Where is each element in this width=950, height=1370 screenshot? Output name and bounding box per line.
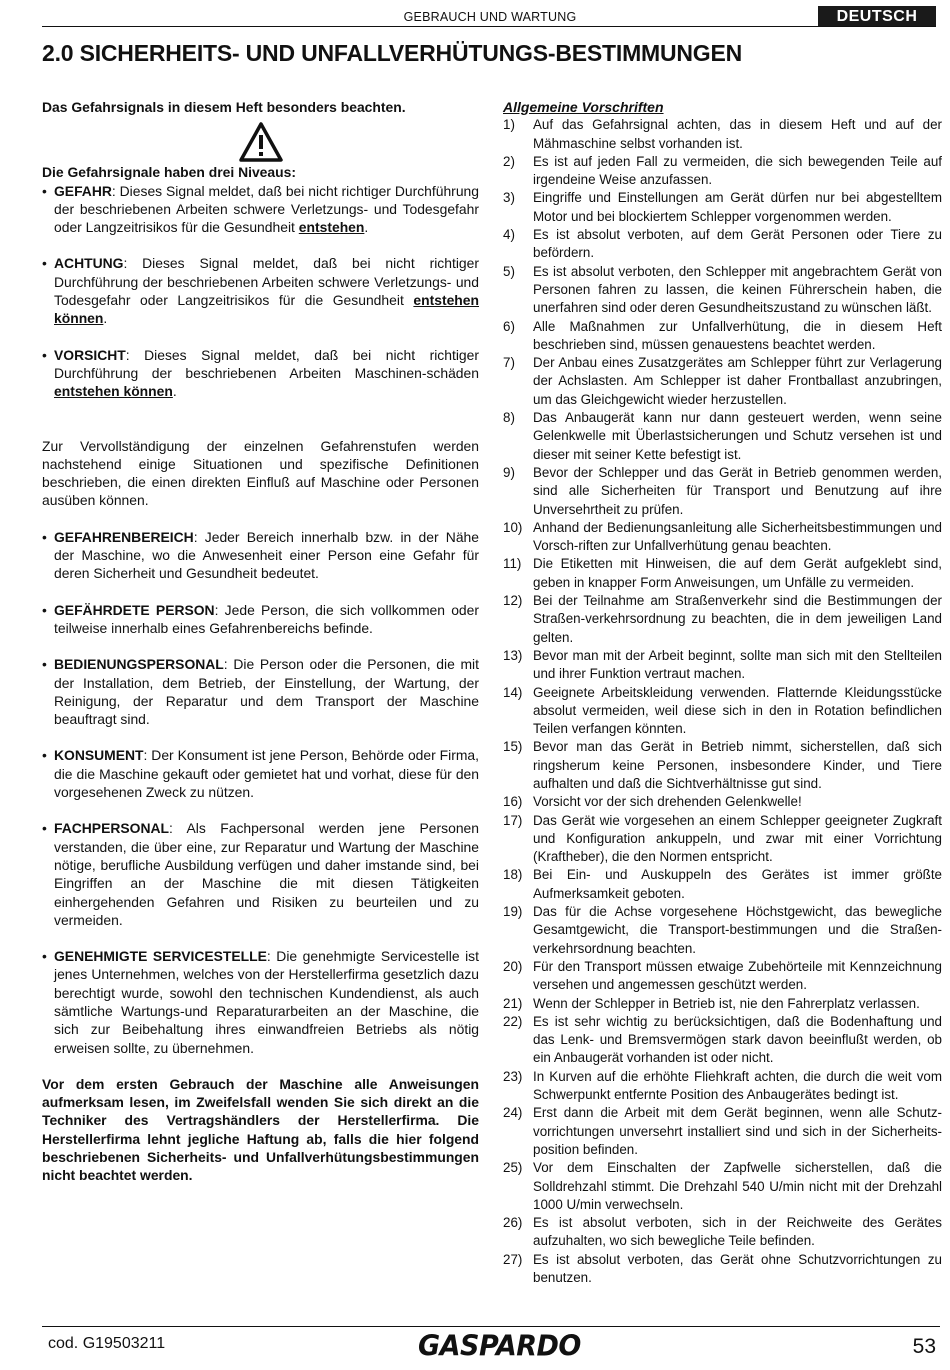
- rule-number: 1): [503, 117, 515, 133]
- completion-text: Zur Vervollständigung der einzelnen Gefahrenstufen werden nachstehend einige Situationen und spezifische Definitionen beschrieben, die einen direkten Einfluß auf Maschine oder Personen ausüben können.: [42, 437, 479, 509]
- level-term: GEFAHR: [54, 182, 112, 199]
- footer-divider: [42, 1326, 940, 1327]
- rule-item: [503, 866, 942, 903]
- definition-term: GENEHMIGTE SERVICESTELLE: [54, 948, 267, 965]
- rule-item: [503, 995, 942, 1013]
- rule-item: [503, 1068, 942, 1105]
- rule-text: Bevor man das Gerät in Betrieb nimmt, sicherstellen, daß sich ringsherum keine Personen, insbesondere Kinder, und Tiere aufhalten und daß die Sichtverhältnisse gut sind.: [533, 739, 942, 791]
- definition-item: [42, 947, 479, 1057]
- rule-item: [503, 1104, 942, 1159]
- rule-item: [503, 1214, 942, 1251]
- definition-term: FACHPERSONAL: [54, 820, 169, 837]
- rule-item: [503, 647, 942, 684]
- definition-item: [42, 601, 479, 638]
- definition-text: : Der Konsument ist jene Person, Behörde oder Firma, die die Maschine gekauft oder gemietet hat und vorhat, diese für den vorgesehenen Zweck zu nützen.: [54, 747, 479, 801]
- rule-number: 2): [503, 153, 515, 169]
- rule-number: 21): [503, 995, 523, 1011]
- language-badge: DEUTSCH: [818, 6, 936, 27]
- rule-item: [503, 519, 942, 556]
- rule-item: [503, 738, 942, 793]
- definition-term: BEDIENUNGSPERSONAL: [54, 656, 224, 673]
- level-text: : Dieses Signal meldet, daß bei nicht richtiger Durchführung der beschriebenen Arbeiten schwere Verletzungs- und Todesgefahr oder Langzeitrisikos für die Gesundheit: [54, 182, 479, 236]
- rule-number: 25): [503, 1160, 523, 1176]
- warning-triangle-icon: [239, 122, 283, 162]
- level-text: : Dieses Signal meldet, daß bei nicht richtiger Durchführung der beschriebenen Arbeiten schwere Verletzungs- und Todesgefahr oder Langzeitrisikos für die Gesundheit: [54, 255, 479, 309]
- document-code: cod. G19503211: [48, 1335, 166, 1352]
- definition-item: [42, 746, 479, 801]
- bullet-dot: •: [42, 747, 47, 764]
- rule-text: Vorsicht vor der sich drehenden Gelenkwelle!: [533, 794, 802, 810]
- rule-text: Anhand der Bedienungsanleitung alle Sicherheitsbestimmungen und Vorsch-riften zur Unfallverhütung genau beachten.: [533, 519, 942, 554]
- bullet-dot: •: [42, 528, 47, 545]
- level-term: ACHTUNG: [54, 255, 124, 272]
- bullet-dot: •: [42, 346, 47, 363]
- rule-item: [503, 1251, 942, 1288]
- rule-item: [503, 226, 942, 263]
- rule-text: Es ist absolut verboten, den Schlepper mit angebrachtem Gerät von Personen fahren zu lassen, die keinen Führerschein haben, die unerfahren sind oder deren Gesundheitszustand zu wünschen läßt.: [533, 263, 942, 316]
- definition-text: : Die Person oder die Personen, die mit der Installation, dem Betrieb, der Einstellung, der Wartung, der Reinigung, der Reparatur und dem Transport der Maschine beauftragt sind.: [54, 656, 479, 728]
- intro-text: Das Gefahrsignals in diesem Heft besonders beachten.: [42, 99, 406, 115]
- header-section-title: GEBRAUCH UND WARTUNG: [403, 10, 577, 24]
- rule-item: [503, 189, 942, 226]
- rule-item: [503, 592, 942, 647]
- definition-item: [42, 655, 479, 728]
- rule-number: 4): [503, 227, 515, 243]
- rule-number: 23): [503, 1068, 523, 1084]
- rule-number: 12): [503, 593, 523, 609]
- level-emphasis: entstehen können: [54, 383, 173, 400]
- rule-number: 11): [503, 556, 522, 572]
- rule-item: [503, 116, 942, 153]
- rule-item: [503, 958, 942, 995]
- rule-number: 22): [503, 1013, 523, 1029]
- rule-text: Erst dann die Arbeit mit dem Gerät beginnen, wenn alle Schutz-vorrichtungen unversehrt installiert sind und sich in der Sicherheits-position befinden.: [533, 1105, 942, 1157]
- rule-text: Es ist absolut verboten, auf dem Gerät Personen oder Tiere zu befördern.: [533, 227, 942, 261]
- rule-number: 5): [503, 263, 515, 279]
- definition-text: : Jeder Bereich innerhalb bzw. in der Nähe der Maschine, wo die Anwesenheit einer Person eine Gefahr für deren Sicherheit und Gesundheit bedeutet.: [54, 528, 479, 582]
- page-number: 53: [912, 1335, 936, 1358]
- rule-text: Für den Transport müssen etwaige Zubehörteile mit Kennzeichnung versehen und angemessen geschützt werden.: [533, 958, 942, 993]
- rule-item: [503, 318, 942, 355]
- rule-number: 8): [503, 410, 515, 426]
- level-gefahr: • GEFAHR: Dieses Signal meldet, daß bei nicht richtiger Durchführung der beschriebenen Arbeiten schwere Verletzungs- und Todesgefahr oder Langzeitrisikos für die Gesundheit entstehen.: [42, 182, 479, 236]
- rule-item: [503, 812, 942, 867]
- rule-text: Eingriffe und Einstellungen am Gerät dürfen nur bei abgestelltem Motor und bei blockiertem Schlepper vorgenommen werden.: [533, 190, 942, 224]
- rule-number: 27): [503, 1251, 523, 1267]
- rule-number: 26): [503, 1215, 523, 1231]
- rule-text: Alle Maßnahmen zur Unfallverhütung, die in diesem Heft beschrieben sind, müssen genauestens beachtet werden.: [533, 318, 942, 352]
- header-divider: [42, 26, 936, 27]
- rule-number: 3): [503, 190, 515, 206]
- definition-item: [42, 819, 479, 929]
- rule-text: Geeignete Arbeitskleidung verwenden. Flatternde Kleidungsstücke absolut vermeiden, weil diese sich in den in Rotation befindlichen Teilen verfangen könnten.: [533, 684, 942, 737]
- right-column: [503, 98, 942, 1287]
- rule-text: Die Etiketten mit Hinweisen, die auf dem Gerät aufgeklebt sind, geben in knapper Form Anweisungen, um Unfälle zu vermeiden.: [533, 556, 942, 590]
- definition-text: : Als Fachpersonal werden jene Personen verstanden, die über eine, zur Reparatur und Wartung der Maschine nötige, berufliche Ausbildung verfügen und daher imstande sind, bei Eingriffen an der Maschine die mit diesen Tätigkeiten einhergehenden Gefahren und Risiken zu beurteilen und zu vermeiden.: [54, 820, 479, 928]
- rule-text: Bei der Teilnahme am Straßenverkehr sind die Bestimmungen der Straßen-verkehrsordnung zu beachten, die in dem jeweiligen Land gelten.: [533, 593, 942, 645]
- closing-text: Vor dem ersten Gebrauch der Maschine alle Anweisungen aufmerksam lesen, im Zweifelsfall wenden Sie sich direkt an die Techniker des Vertragshändlers der Herstellerfirma. Die Herstellerfirma lehnt jegliche Haftung ab, falls die hier folgend beschriebenen Sicherheits- und Unfallverhütungsbestimmungen nicht beachtet werden.: [42, 1075, 479, 1184]
- rule-text: Wenn der Schlepper in Betrieb ist, nie den Fahrerplatz verlassen.: [533, 995, 920, 1011]
- rule-number: 20): [503, 958, 523, 974]
- level-emphasis: entstehen: [298, 219, 365, 236]
- rule-number: 9): [503, 464, 515, 480]
- rule-text: Bei Ein- und Auskuppeln des Gerätes ist immer größte Aufmerksamkeit geboten.: [533, 867, 942, 901]
- rule-item: [503, 409, 942, 464]
- level-achtung: • ACHTUNG: Dieses Signal meldet, daß bei nicht richtiger Durchführung der beschriebenen Arbeiten schwere Verletzungs- und Todesgefahr oder Langzeitrisikos für die Gesundheit entstehen können.: [42, 255, 479, 327]
- rule-number: 16): [503, 794, 523, 810]
- bullet-dot: •: [42, 820, 47, 837]
- definition-term: GEFAHRENBEREICH: [54, 528, 194, 545]
- rule-number: 17): [503, 812, 523, 828]
- bullet-dot: •: [42, 656, 47, 673]
- rule-number: 6): [503, 318, 515, 334]
- rule-item: [503, 1013, 942, 1068]
- rule-text: Der Anbau eines Zusatzgerätes am Schlepper führt zur Verlagerung der Achslasten. Am Schlepper ist daher Frontballast anzubringen, um das Gleichgewicht wieder herzustellen.: [533, 355, 942, 407]
- definition-term: GEFÄHRDETE PERSON: [54, 601, 215, 618]
- rule-text: Vor dem Einschalten der Zapfwelle sicherstellen, daß die Solldrehzahl stimmt. Die Drehzahl 540 U/min nicht mit der Drehzahl 1000 U/min verwechseln.: [533, 1160, 942, 1212]
- definition-text: : Jede Person, die sich vollkommen oder teilweise innerhalb eines Gefahrenbereichs befinde.: [54, 601, 479, 636]
- rule-text: Auf das Gefahrsignal achten, das in diesem Heft und auf der Mähmaschine selbst vorhanden ist.: [533, 117, 942, 151]
- definition-term: KONSUMENT: [54, 747, 144, 764]
- rule-item: [503, 684, 942, 739]
- rule-text: Das Gerät wie vorgesehen an einem Schlepper geeigneter Zugkraft und Konfiguration ankuppeln, und zwar mit einer Vorrichtung (Kraftheber), die den Normen entspricht.: [533, 812, 942, 865]
- rule-number: 10): [503, 519, 523, 535]
- rule-item: [503, 555, 942, 592]
- rule-number: 7): [503, 355, 515, 371]
- definition-item: [42, 528, 479, 583]
- rule-text: Bevor man mit der Arbeit beginnt, sollte man sich mit den Stellteilen und ihrer Funktion vertraut machen.: [533, 647, 942, 682]
- bullet-dot: •: [42, 601, 47, 618]
- rule-text: Das Anbaugerät kann nur dann gesteuert werden, wenn seine Gelenkwelle mit Überlastsicherungen und Schutz versehen ist und dieser mit seiner Kette befestigt ist.: [533, 410, 942, 462]
- level-term: VORSICHT: [54, 346, 126, 363]
- rule-number: 24): [503, 1105, 523, 1121]
- rule-number: 14): [503, 684, 523, 700]
- rule-text: Das für die Achse vorgesehene Höchstgewicht, das bewegliche Gesamtgewicht, die Transport-bestimmungen und die Straßen-verkehrsordnung beachten.: [533, 904, 942, 956]
- gaspardo-logo: GASPARDO: [418, 1330, 581, 1363]
- page-title: 2.0 SICHERHEITS- UND UNFALLVERHÜTUNGS-BESTIMMUNGEN: [42, 40, 743, 66]
- level-emphasis: entstehen können: [54, 292, 479, 327]
- rule-item: [503, 464, 942, 519]
- rule-item: [503, 903, 942, 958]
- rule-item: [503, 263, 942, 318]
- rule-text: Es ist absolut verboten, sich in der Reichweite des Gerätes aufzuhalten, wo sich bewegliche Teile befinden.: [533, 1215, 942, 1249]
- rule-item: [503, 1159, 942, 1214]
- level-text: : Dieses Signal meldet, daß bei nicht richtiger Durchführung der beschriebenen Arbeiten Maschinen-schäden: [54, 346, 479, 381]
- warning-sign: [42, 116, 479, 163]
- level-vorsicht: • VORSICHT: Dieses Signal meldet, daß bei nicht richtiger Durchführung der beschriebenen Arbeiten Maschinen-schäden entstehen können.: [42, 346, 479, 400]
- bullet-dot: •: [42, 948, 47, 965]
- rule-number: 13): [503, 647, 523, 663]
- rule-number: 18): [503, 867, 523, 883]
- rule-text: Es ist auf jeden Fall zu vermeiden, die sich bewegenden Teile auf irgendeine Weise anzufassen.: [533, 153, 942, 188]
- rule-item: [503, 354, 942, 409]
- rule-item: [503, 793, 942, 811]
- rule-text: In Kurven auf die erhöhte Fliehkraft achten, die durch die weit vom Schwerpunkt entfernte Position des Anbaugerätes bedingt ist.: [533, 1068, 942, 1103]
- rule-text: Es ist sehr wichtig zu berücksichtigen, daß die Bodenhaftung und das Lenk- und Bremsvermögen stark davon beeinflußt werden, ob ein Anbaugerät vorhanden ist oder nicht.: [533, 1013, 942, 1066]
- bullet-dot: •: [42, 255, 47, 272]
- rules-list: [503, 116, 942, 1287]
- levels-heading: Die Gefahrsignale haben drei Niveaus:: [42, 164, 296, 181]
- rule-text: Bevor der Schlepper und das Gerät in Betrieb genommen werden, sind alle Sicherheiten für Transport und Benutzung auf ihre Unversehrtheit zu prüfen.: [533, 464, 942, 517]
- rule-item: [503, 153, 942, 190]
- rule-number: 15): [503, 739, 523, 755]
- rules-heading: Allgemeine Vorschriften: [503, 99, 664, 115]
- rule-number: 19): [503, 904, 523, 920]
- rule-text: Es ist absolut verboten, das Gerät ohne Schutzvorrichtungen zu benutzen.: [533, 1251, 942, 1285]
- left-column: [42, 98, 479, 1185]
- bullet-dot: •: [42, 182, 47, 199]
- definition-text: : Die genehmigte Servicestelle ist jenes Unternehmen, welches von der Herstellerfirma gesetzlich dazu berechtigt wurde, sowohl den technischen Kundendienst, als auch sämtliche Wartungs-und Reparaturarbeiten an der Maschine, die sich zur Beibehaltung ihres einwandfreien Betriebs als nötig erweisen sollte, zu übernehmen.: [54, 948, 479, 1056]
